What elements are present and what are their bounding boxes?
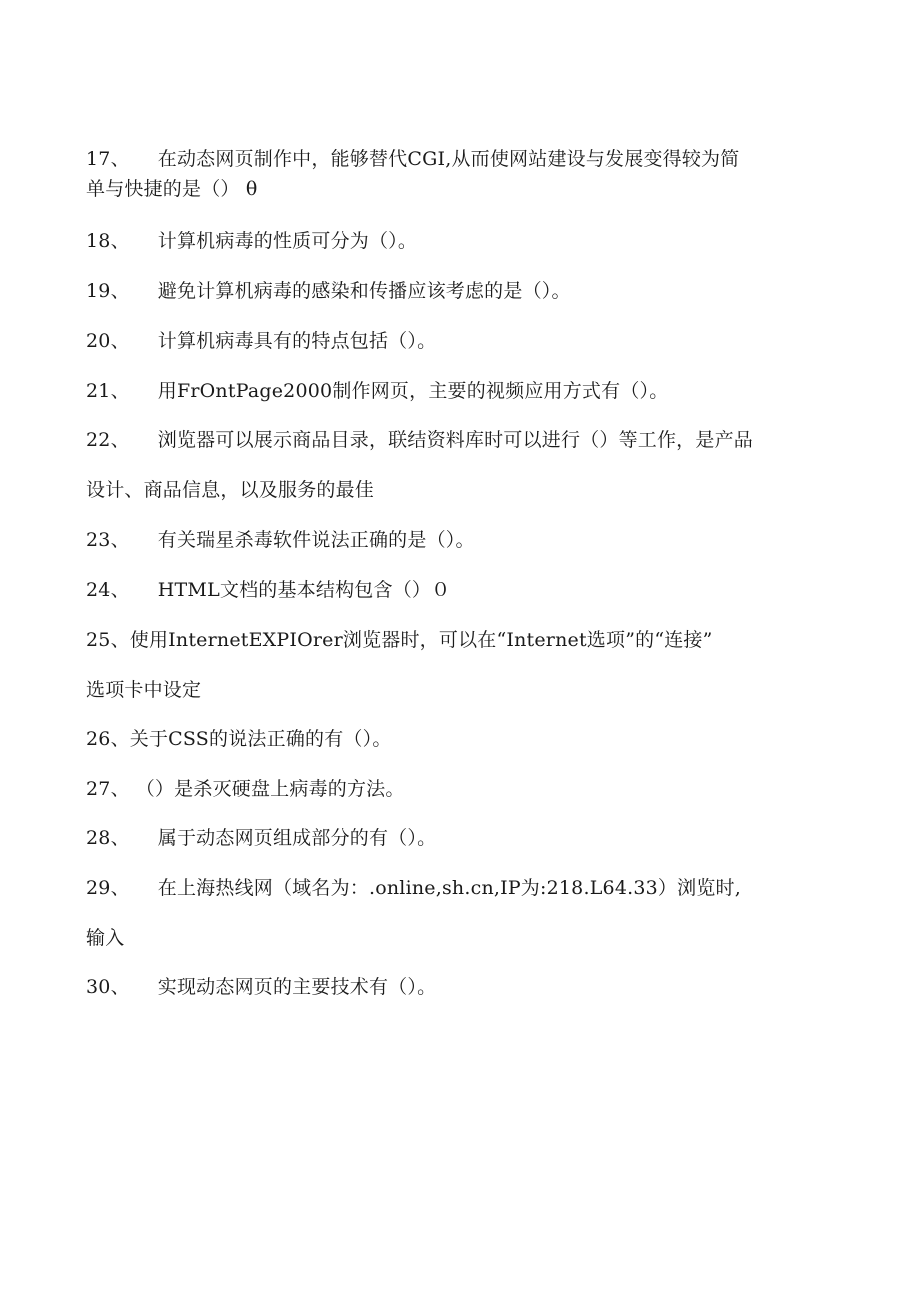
question-19 [86,278,571,304]
question-number: 23、 [86,529,130,551]
question-text: （）是杀灭硬盘上病毒的方法。 [135,778,405,800]
question-text: 计算机病毒具有的特点包括（）。 [157,330,437,352]
question-text: 关于CSS的说法正确的有（）。 [129,728,392,750]
question-17-continued [86,176,257,202]
question-27 [86,776,405,802]
question-text: 在上海热线网（域名为：.online,sh.cn,IP为:218.L64.33）浏览时, [157,877,741,899]
question-28 [86,825,436,851]
question-21 [86,378,668,404]
question-text: 计算机病毒的性质可分为（）。 [157,230,418,252]
question-number: 28、 [86,827,130,849]
question-text: 实现动态网页的主要技术有（）。 [157,976,437,998]
question-24 [86,577,450,603]
question-text: 浏览器可以展示商品目录，联结资料库时可以进行（）等工作，是产品 [157,429,753,451]
question-text: 有关瑞星杀毒软件说法正确的是（）。 [157,529,475,551]
question-22-continued [86,477,374,503]
question-30 [86,974,436,1000]
question-text: 在动态网页制作中，能够替代CGI,从而使网站建设与发展变得较为简 [157,148,740,170]
question-number: 29、 [86,877,130,899]
question-text-continued: 设计、商品信息，以及服务的最佳 [86,479,375,501]
question-number: 30、 [86,976,130,998]
question-23 [86,527,475,553]
question-text: 用FrOntPage2000制作网页，主要的视频应用方式有（）。 [157,380,669,402]
question-number: 27、 [86,778,130,800]
question-number: 25、 [86,629,130,651]
question-number: 18、 [86,230,130,252]
question-text-continued: 输入 [86,927,125,949]
question-22 [86,427,753,453]
question-text-continued: 单与快捷的是（） θ [86,178,258,200]
question-number: 20、 [86,330,130,352]
question-text: 使用InternetEXPIOrer浏览器时，可以在“Internet选项”的“连接” [129,629,713,651]
question-text: 属于动态网页组成部分的有（）。 [157,827,437,849]
question-text: HTML文档的基本结构包含（）０ [157,579,451,601]
question-17 [86,146,739,172]
question-number: 19、 [86,280,130,302]
question-25-continued [86,677,201,703]
question-20 [86,328,436,354]
question-number: 21、 [86,380,130,402]
question-26 [86,726,392,752]
question-29 [86,875,741,901]
question-25 [86,627,713,653]
question-text-continued: 选项卡中设定 [86,679,202,701]
question-29-continued [86,925,124,951]
question-text: 避免计算机病毒的感染和传播应该考虑的是（）。 [157,280,571,302]
question-number: 22、 [86,429,130,451]
question-18 [86,228,417,254]
question-number: 24、 [86,579,130,601]
question-number: 26、 [86,728,130,750]
question-number: 17、 [86,148,130,170]
